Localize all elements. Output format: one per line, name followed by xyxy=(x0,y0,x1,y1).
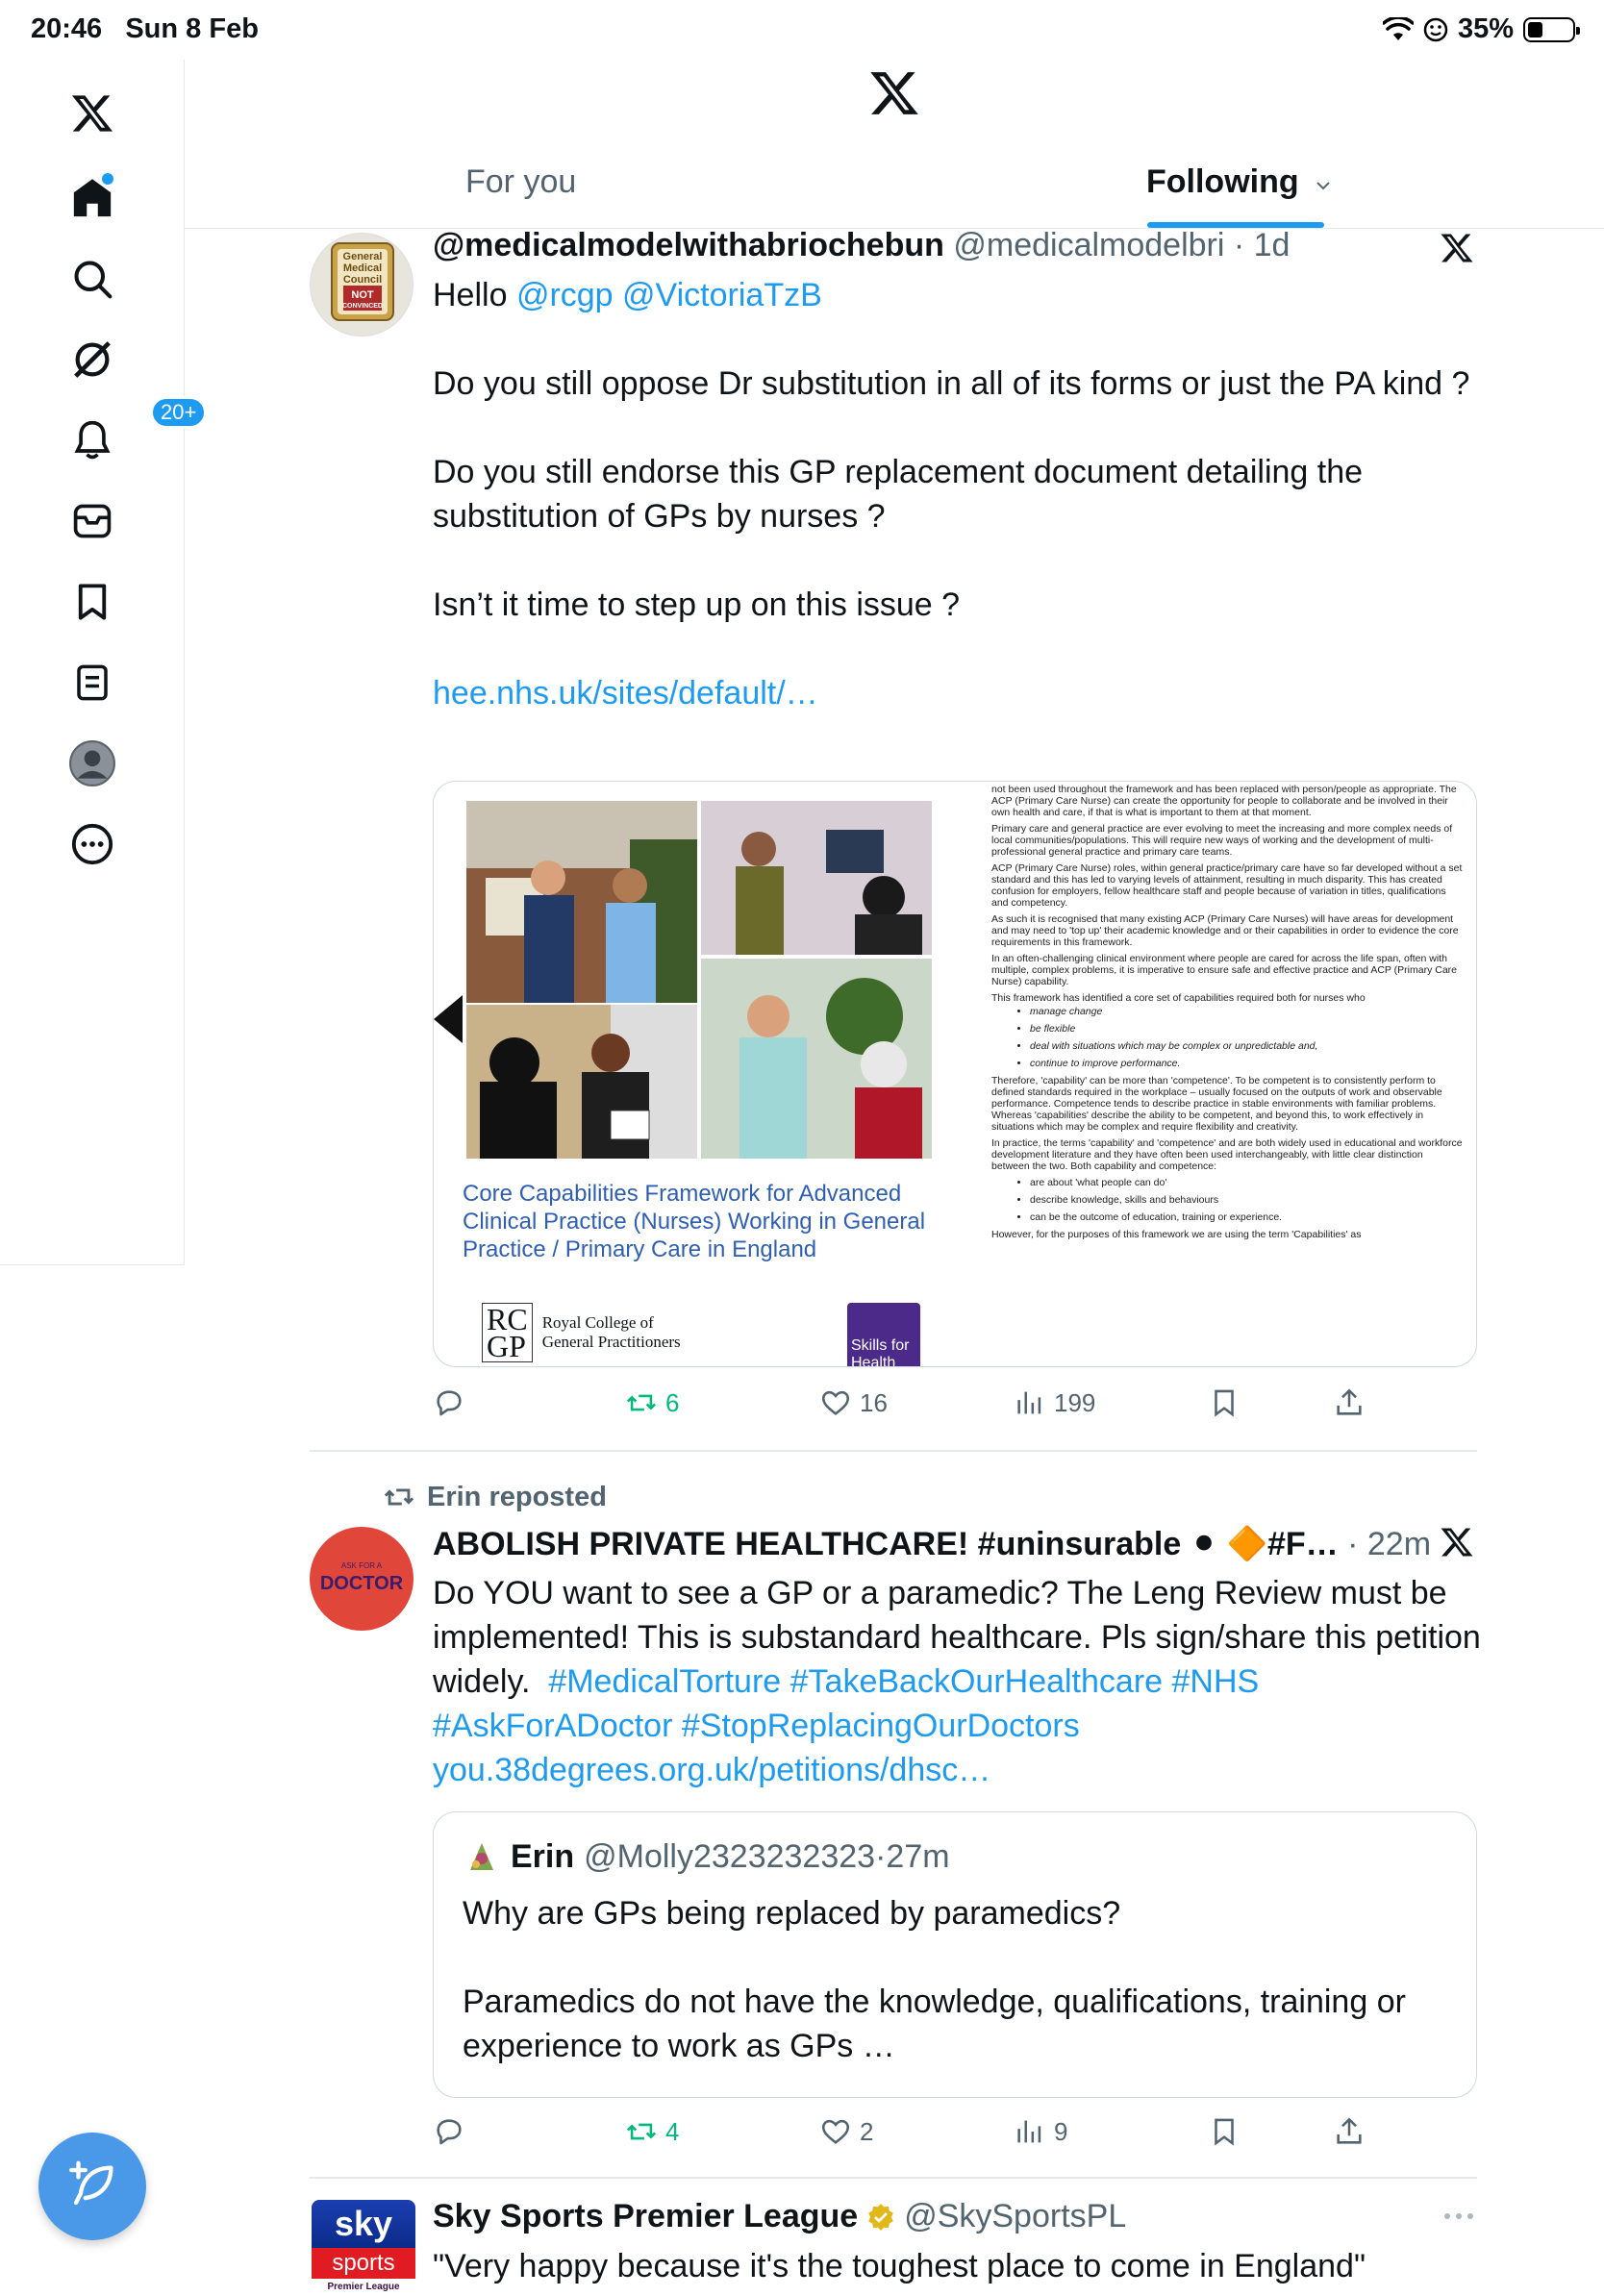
tab-for-you-label: For you xyxy=(465,163,577,200)
post-2-text: Do YOU want to see a GP or a paramedic? The Leng Review must be implemented! This is substandard healthcare. Pls sign/share this petition widely. xyxy=(433,1575,1481,1700)
post-1-grok-x-icon[interactable] xyxy=(1439,231,1477,269)
post-divider xyxy=(310,2177,1477,2179)
rcgp-logo xyxy=(482,1303,681,1362)
sidebar-item-profile[interactable] xyxy=(63,735,121,792)
post-2-actions xyxy=(433,2115,1481,2163)
post-3-avatar[interactable] xyxy=(312,2200,415,2296)
skills-for-health-logo: Skills for Health xyxy=(847,1303,920,1367)
avatar-small-text: ASK FOR A xyxy=(340,1561,383,1570)
sidebar-nav xyxy=(0,60,197,1265)
post-1-avatar[interactable] xyxy=(310,233,414,337)
post-3-text: "Very happy because it's the toughest place to come in England" xyxy=(433,2248,1366,2284)
like-button[interactable] xyxy=(819,1386,888,1419)
status-indicators xyxy=(1383,13,1575,45)
quoted-time: 27m xyxy=(886,1837,950,1875)
tab-following-label: Following xyxy=(1146,163,1299,200)
more-icon xyxy=(70,822,114,866)
repost-button[interactable] xyxy=(625,2115,679,2148)
repost-button[interactable] xyxy=(625,1386,679,1419)
doc-bullet: • can be the outcome of education, training or experience. xyxy=(1030,1211,1463,1223)
repost-icon xyxy=(625,1386,658,1419)
quoted-line: Paramedics do not have the knowledge, qualifications, training or experience to work as GPs … xyxy=(463,1984,1406,2064)
bookmark-button[interactable] xyxy=(1208,2115,1241,2148)
more-options-icon[interactable] xyxy=(1442,2211,1475,2221)
post-2-author-name[interactable]: ABOLISH PRIVATE HEALTHCARE! #uninsurable xyxy=(433,1526,1182,1562)
like-count: 16 xyxy=(860,1387,888,1417)
post-2-grok-x-icon[interactable] xyxy=(1439,1525,1477,1563)
post-3-header xyxy=(433,2198,1126,2235)
post-1-paragraph: Isn’t it time to step up on this issue ? xyxy=(433,586,961,623)
post-2-time[interactable]: 22m xyxy=(1366,1526,1432,1562)
compose-post-button[interactable] xyxy=(38,2133,146,2240)
doc-paragraph: Primary care and general practice are ever evolving to meet the increasing and more complex needs of local communities/populations. This will require new ways of working and the development of multi-professional general practice and primary care teams. xyxy=(991,823,1453,858)
avatar-text-line: General xyxy=(342,251,383,262)
rcgp-mark-line: GP xyxy=(487,1329,526,1363)
avatar-badge-text xyxy=(338,251,388,312)
views-count: 9 xyxy=(1054,2116,1068,2146)
repost-context[interactable] xyxy=(383,1481,607,1513)
sky-logo-top: sky xyxy=(312,2200,415,2248)
mail-icon xyxy=(71,500,113,542)
search-icon xyxy=(71,258,113,300)
verified-gold-icon xyxy=(865,2202,896,2233)
bookmark-icon xyxy=(1208,2115,1241,2148)
post-2-name-suffix: ⚫ 🔶#F… xyxy=(1190,1526,1339,1562)
rcgp-name-line: General Practitioners xyxy=(541,1333,681,1351)
document-title: Core Capabilities Framework for Advanced Clinical Practice (Nurses) Working in General Practice / Primary Care in England xyxy=(463,1181,926,1262)
sidebar-item-more[interactable] xyxy=(63,815,121,873)
home-new-dot xyxy=(102,173,113,185)
views-icon xyxy=(1014,2115,1046,2148)
battery-percent: 35% xyxy=(1457,13,1514,44)
petition-link[interactable]: you.38degrees.org.uk/ xyxy=(433,1752,759,1788)
status-time-date xyxy=(31,13,259,45)
doc-paragraph: In an often-challenging clinical environment where people are cared for across the life span, often with multiple, complex problems, it is imperative to ensure safe and effective practice and ACP (Primary Care Nurse) capability. xyxy=(991,953,1457,987)
sidebar-item-notifications[interactable] xyxy=(63,400,197,469)
views-count: 199 xyxy=(1054,1387,1096,1417)
share-icon xyxy=(1333,2115,1366,2148)
sky-logo-bottom: Premier League xyxy=(312,2279,415,2296)
views-button[interactable] xyxy=(1014,2115,1067,2148)
tab-for-you[interactable] xyxy=(465,163,576,201)
like-button[interactable] xyxy=(819,2115,873,2148)
document-page-text xyxy=(991,782,1472,1367)
bell-icon xyxy=(71,418,113,462)
post-divider xyxy=(310,1450,1477,1452)
sky-logo-mid: sports xyxy=(312,2248,415,2279)
doc-paragraph: Therefore, 'capability' can be more than 'competence'. To be competent is to consistently perform to defined standards required in the workplace – usually focused on the outputs of work and observable performance. Competence tends to describe practice in stable environments with familiar problems. Whereas 'capabilities' describe the ability to be competent, and beyond this, to work effectively in situations which may be complex and require flexibility and creativity. xyxy=(991,1075,1442,1133)
focus-mode-icon xyxy=(1423,17,1448,42)
sidebar-item-home[interactable] xyxy=(63,169,121,227)
doc-bullet: • be flexible xyxy=(1030,1023,1463,1035)
battery-level-fill xyxy=(1528,22,1542,37)
post-1-paragraph: Do you still endorse this GP replacement document detailing the substitution of GPs by nurses ? xyxy=(433,454,1364,535)
repost-count: 6 xyxy=(665,1387,680,1417)
sidebar-item-bookmarks[interactable] xyxy=(63,573,121,631)
timeline-tabs xyxy=(185,144,1604,229)
share-icon xyxy=(1333,1386,1366,1419)
bookmark-icon xyxy=(1208,1386,1241,1419)
post-1-time[interactable]: 1d xyxy=(1253,227,1291,263)
quoted-separator: · xyxy=(875,1837,887,1875)
post-3-handle[interactable]: @SkySportsPL xyxy=(904,2198,1127,2234)
quoted-handle: @Molly2323232323 xyxy=(584,1837,876,1875)
doc-paragraph: not been used throughout the framework and has been replaced with person/people as appropriate. The ACP (Primary Care Nurse) can create the opportunity for people to collaborate and be involved in their own health and care, if that is what is important to them at that moment. xyxy=(991,784,1457,818)
status-time: 20:46 xyxy=(31,13,103,44)
post-1-paragraph: Do you still oppose Dr substitution in all of its forms or just the PA kind ? xyxy=(433,365,1470,402)
rcgp-mark-line: RC xyxy=(487,1302,528,1336)
cover-photo-1 xyxy=(466,801,697,1003)
cover-photo-3 xyxy=(466,1005,697,1159)
doc-bullet: • are about 'what people can do' xyxy=(1030,1177,1463,1188)
rcgp-mark xyxy=(482,1303,533,1362)
reply-icon xyxy=(433,2115,465,2148)
post-2-avatar[interactable] xyxy=(310,1527,414,1631)
doc-bullet: • describe knowledge, skills and behaviours xyxy=(1030,1194,1463,1206)
quoted-post-body xyxy=(463,1891,1443,2068)
heart-icon xyxy=(819,2115,852,2148)
status-bar xyxy=(0,0,1604,60)
bookmark-icon xyxy=(72,581,113,623)
quoted-avatar xyxy=(463,1837,501,1876)
mention-link[interactable]: @rcgp xyxy=(515,277,614,313)
rcgp-name-line: Royal College of xyxy=(541,1313,654,1332)
repost-icon xyxy=(625,2115,658,2148)
reply-button[interactable] xyxy=(433,1386,473,1419)
doc-bullet: • manage change xyxy=(1030,1006,1463,1017)
compose-feather-icon xyxy=(64,2159,120,2214)
status-date: Sun 8 Feb xyxy=(125,13,259,44)
petition-link-cont[interactable]: petitions/dhsc… xyxy=(758,1752,991,1788)
media-prev-arrow-icon[interactable] xyxy=(434,995,463,1043)
doc-bullet-list xyxy=(1030,1006,1463,1069)
sidebar-item-grok[interactable] xyxy=(63,331,121,388)
post-3-author-name[interactable]: Sky Sports Premier League xyxy=(433,2198,859,2234)
sidebar-item-lists[interactable] xyxy=(63,654,121,711)
post-1-body xyxy=(433,273,1471,715)
post-1-author-name[interactable]: @medicalmodelwithabriochebun xyxy=(433,227,944,263)
chevron-down-icon xyxy=(1314,179,1333,192)
heart-icon xyxy=(819,1386,852,1419)
post-1-handle[interactable]: @medicalmodelbri xyxy=(953,227,1225,263)
post-1-header xyxy=(433,227,1290,264)
post-1-media-card[interactable] xyxy=(433,781,1477,1367)
post-1-intro: Hello xyxy=(433,277,508,313)
doc-paragraph: This framework has identified a core set of capabilities required both for nurses who xyxy=(991,992,1366,1004)
post-1-actions xyxy=(433,1386,1481,1435)
doc-paragraph: However, for the purposes of this framework we are using the term 'Capabilities' as xyxy=(991,1229,1362,1240)
cover-photo-4 xyxy=(701,959,932,1159)
hashtag-links[interactable]: #AskForADoctor #StopReplacingOurDoctors xyxy=(433,1708,1080,1744)
hashtag-links[interactable]: #MedicalTorture #TakeBackOurHealthcare #NHS xyxy=(548,1663,1260,1700)
x-logo-icon[interactable] xyxy=(63,85,121,142)
repost-count: 4 xyxy=(665,2116,680,2146)
avatar-text-line: Medical xyxy=(342,262,383,274)
quoted-post-card[interactable] xyxy=(433,1811,1477,2098)
notifications-badge: 20+ xyxy=(150,396,207,429)
wifi-icon xyxy=(1383,17,1414,42)
grok-icon xyxy=(70,337,114,382)
post-1-separator: · xyxy=(1224,227,1254,263)
reply-icon xyxy=(433,1386,465,1419)
post-2-body xyxy=(433,1571,1481,1792)
reply-button[interactable] xyxy=(433,2115,473,2148)
avatar-text-line: CONVINCED xyxy=(341,303,383,310)
document-cover xyxy=(434,782,984,1367)
doc-paragraph: In practice, the terms 'capability' and 'competence' and are both widely used in educational and workforce development literature and they have often been used interchangeably, with little clear distinction between the two. Both capability and competence: xyxy=(991,1137,1463,1172)
sidebar-item-messages[interactable] xyxy=(63,492,121,550)
rcgp-name xyxy=(542,1313,681,1352)
repost-context-label: Erin reposted xyxy=(427,1481,607,1512)
doc-paragraph: ACP (Primary Care Nurse) roles, within general practice/primary care have so far developed without a set standard and this has led to varying levels of attainment, resulting in much disparity. This has created confusion for employers, fellow healthcare staff and people because of variation in titles, qualifications and competency. xyxy=(991,862,1463,909)
post-1-greeting xyxy=(433,273,1471,317)
doc-bullet: • continue to improve performance. xyxy=(1030,1058,1463,1069)
bookmark-button[interactable] xyxy=(1208,1386,1241,1419)
quoted-line: Why are GPs being replaced by paramedics? xyxy=(463,1895,1121,1932)
avatar-text-line: NOT xyxy=(351,289,374,301)
tab-following[interactable] xyxy=(1146,163,1333,201)
share-button[interactable] xyxy=(1333,2115,1366,2148)
post-1-url-link[interactable]: hee.nhs.uk/sites/default/… xyxy=(433,675,818,711)
views-button[interactable] xyxy=(1014,1386,1095,1419)
sidebar-item-search[interactable] xyxy=(63,250,121,308)
quoted-post-header xyxy=(463,1837,950,1876)
repost-icon xyxy=(383,1481,415,1513)
avatar-text-line: Council xyxy=(342,274,383,286)
post-2-separator: · xyxy=(1338,1526,1367,1562)
doc-bullet: • deal with situations which may be complex or unpredictable and, xyxy=(1030,1040,1463,1052)
profile-icon xyxy=(68,739,116,787)
battery-icon xyxy=(1523,17,1575,42)
avatar-main-text: DOCTOR xyxy=(319,1573,404,1594)
cover-photo-2 xyxy=(701,801,932,955)
post-2-header xyxy=(433,1525,1431,1563)
lists-icon xyxy=(72,661,113,704)
doc-bullet-list xyxy=(1030,1177,1463,1223)
like-count: 2 xyxy=(860,2116,874,2146)
views-icon xyxy=(1014,1386,1046,1419)
doc-paragraph: As such it is recognised that many existing ACP (Primary Care Nurses) will have areas for development and may need to 'top up' their academic knowledge and or their capabilities in order to evidence the core requirements in this framework. xyxy=(991,913,1459,948)
mention-link[interactable]: @VictoriaTzB xyxy=(622,277,822,313)
header-x-logo-icon[interactable] xyxy=(867,67,921,121)
share-button[interactable] xyxy=(1333,1386,1366,1419)
quoted-author-name: Erin xyxy=(511,1837,575,1875)
